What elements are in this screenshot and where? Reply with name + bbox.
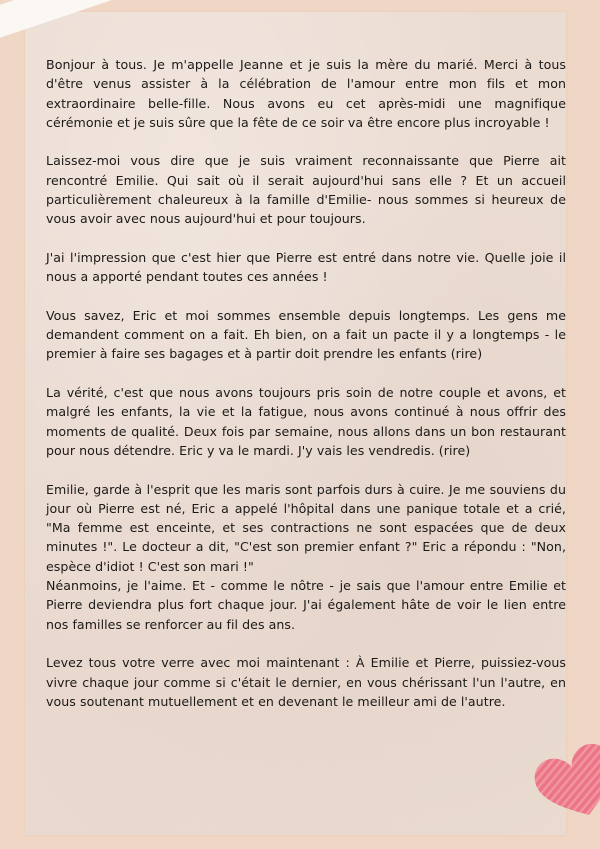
paragraph-greeting <box>46 55 566 132</box>
paragraph-line: Laissez-moi vous dire que je suis vraiment reconnaissante que Pierre ait rencontré Emilie. Qui sait où il serait aujourd'hui sans elle ? Et un accueil particulièrement chaleureux à la famille d'Emilie- nous sommes si heureux de vous avoir avec nous aujourd'hui et pour toujours. <box>46 153 566 227</box>
paragraph-line: Bonjour à tous. Je m'appelle Jeanne et je suis la mère du marié. Merci à tous d'être venus assister à la célébration de l'amour entre mon fils et mon extraordinaire belle-fille. Nous avons eu cet après-midi une magnifique cérémonie et je suis sûre que la fête de ce soir va être encore plus incroyable ! <box>46 57 566 130</box>
paragraph-toast <box>46 653 566 711</box>
paragraph-line: Vous savez, Eric et moi sommes ensemble depuis longtemps. Les gens me demandent comment on a fait. Eh bien, on a fait un pacte il y a longtemps - le premier à faire ses bagages et à partir doit prendre les enfants (rire) <box>46 307 566 362</box>
paragraph-line: Levez tous votre verre avec moi maintenant : À Emilie et Pierre, puissiez-vous vivre chaque jour comme si c'était le dernier, en vous chérissant l'un l'autre, en vous soutenant mutuellement et en devenant le meilleur ami de l'autre. <box>46 655 566 709</box>
heart-icon <box>532 742 600 822</box>
paragraph-line: La vérité, c'est que nous avons toujours pris soin de notre couple et avons, et malgré les enfants, la vie et la fatigue, nous avons continué à nous offrir des moments de qualité. Deux fois par semaine, nous allons dans un bon restaurant pour nous détendre. Eric y va le mardi. J'y vais les vendredis. (rire) <box>46 385 566 458</box>
paragraph-line: J'ai l'impression que c'est hier que Pierre est entré dans notre vie. Quelle joie il nous a apporté pendant toutes ces années ! <box>46 249 566 285</box>
paragraph-advice <box>46 480 566 634</box>
paragraph-gratitude <box>46 151 566 228</box>
paragraph-pact <box>46 306 566 364</box>
paragraph-line: Emilie, garde à l'esprit que les maris sont parfois durs à cuire. Je me souviens du jour où Pierre est né, Eric a appelé l'hôpital dans une panique totale et a crié, "Ma femme est enceinte, et ses contractions ne sont espacées que de deux minutes !". Le docteur a dit, "C'est son premier enfant ?" Eric a répondu : "Non, espèce d'idiot ! C'est son mari !" <box>46 481 566 574</box>
paragraph-memory <box>46 248 566 287</box>
speech-text <box>46 55 566 730</box>
paragraph-line: Néanmoins, je l'aime. Et - comme le nôtre - je sais que l'amour entre Emilie et Pierre deviendra plus fort chaque jour. J'ai également hâte de voir le lien entre nos familles se renforcer au fil des ans. <box>46 578 566 632</box>
paragraph-truth <box>46 383 566 460</box>
